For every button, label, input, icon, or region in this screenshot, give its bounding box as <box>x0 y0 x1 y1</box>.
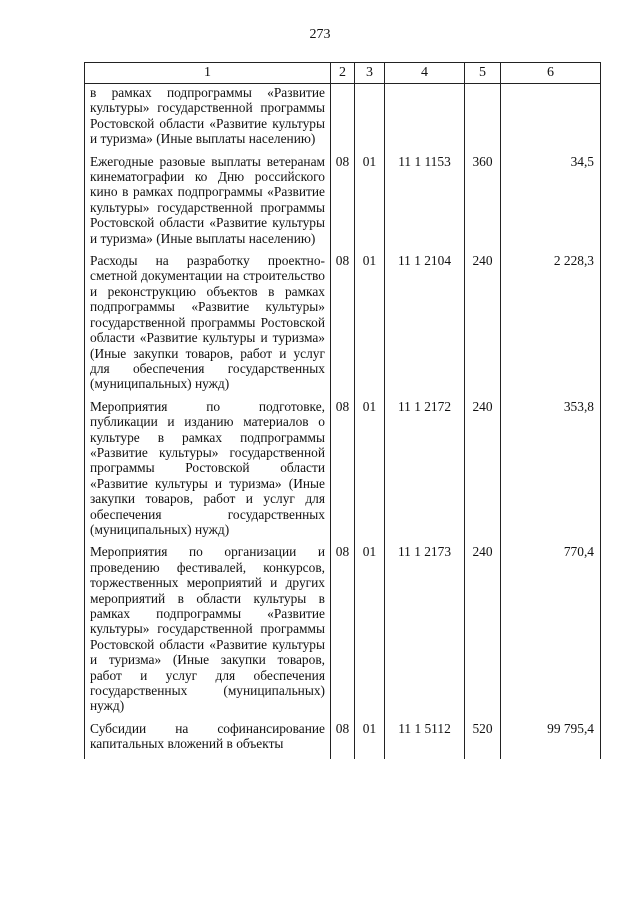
section-code: 08 <box>331 399 355 545</box>
subsection-code <box>355 84 385 154</box>
row-description: Мероприятия по организации и проведению фестивалей, конкурсов, торжественных мероприятий и других мероприятий в области культуры в рамках подпрограммы «Развитие культуры» государственной программы Ростовской области «Развитие культуры и туризма» (Иные закупки товаров, работ и услуг для обеспечения государственных (муниципальных) нужд) <box>85 544 331 720</box>
expense-type-code: 240 <box>465 253 501 399</box>
subsection-code: 01 <box>355 544 385 720</box>
subsection-code: 01 <box>355 154 385 253</box>
section-code: 08 <box>331 721 355 759</box>
row-description: в рамках подпрограммы «Развитие культуры» государственной программы Ростовской области «Развитие культуры и туризма» (Иные выплаты населению) <box>85 84 331 154</box>
amount: 99 795,4 <box>501 721 601 759</box>
section-code: 08 <box>331 253 355 399</box>
amount: 34,5 <box>501 154 601 253</box>
column-header: 6 <box>501 63 601 84</box>
amount: 353,8 <box>501 399 601 545</box>
amount: 770,4 <box>501 544 601 720</box>
subsection-code: 01 <box>355 253 385 399</box>
column-header: 3 <box>355 63 385 84</box>
target-article-code: 11 1 2173 <box>385 544 465 720</box>
target-article-code: 11 1 2172 <box>385 399 465 545</box>
row-description: Расходы на разработку проектно-сметной документации на строительство и реконструкцию объектов в рамках подпрограммы «Развитие культуры» государственной программы Ростовской области «Развитие культуры и туризма» (Иные закупки товаров, работ и услуг для обеспечения государственных (муниципальных) нужд) <box>85 253 331 399</box>
target-article-code: 11 1 2104 <box>385 253 465 399</box>
table-row <box>85 721 601 759</box>
target-article-code: 11 1 5112 <box>385 721 465 759</box>
row-description: Субсидии на софинансирование капитальных вложений в объекты <box>85 721 331 759</box>
table-row <box>85 253 601 399</box>
expense-type-code: 240 <box>465 544 501 720</box>
budget-table <box>84 62 601 759</box>
row-description: Ежегодные разовые выплаты ветеранам кинематографии ко Дню российского кино в рамках подпрограммы «Развитие культуры» государственной программы Ростовской области «Развитие культуры и туризма» (Иные выплаты населению) <box>85 154 331 253</box>
section-code: 08 <box>331 154 355 253</box>
amount <box>501 84 601 154</box>
column-header: 2 <box>331 63 355 84</box>
column-header: 5 <box>465 63 501 84</box>
target-article-code <box>385 84 465 154</box>
table-row <box>85 154 601 253</box>
section-code: 08 <box>331 544 355 720</box>
table-row <box>85 544 601 720</box>
table-row <box>85 399 601 545</box>
subsection-code: 01 <box>355 721 385 759</box>
expense-type-code: 520 <box>465 721 501 759</box>
expense-type-code: 240 <box>465 399 501 545</box>
subsection-code: 01 <box>355 399 385 545</box>
row-description: Мероприятия по подготовке, публикации и изданию материалов о культуре в рамках подпрограммы «Развитие культуры» государственной программы Ростовской области «Развитие культуры и туризма» (Иные закупки товаров, работ и услуг для обеспечения государственных (муниципальных) нужд) <box>85 399 331 545</box>
section-code <box>331 84 355 154</box>
target-article-code: 11 1 1153 <box>385 154 465 253</box>
page-number: 273 <box>309 27 331 42</box>
table-row <box>85 84 601 154</box>
column-header: 4 <box>385 63 465 84</box>
header-row <box>85 63 601 84</box>
column-header: 1 <box>85 63 331 84</box>
expense-type-code <box>465 84 501 154</box>
amount: 2 228,3 <box>501 253 601 399</box>
expense-type-code: 360 <box>465 154 501 253</box>
